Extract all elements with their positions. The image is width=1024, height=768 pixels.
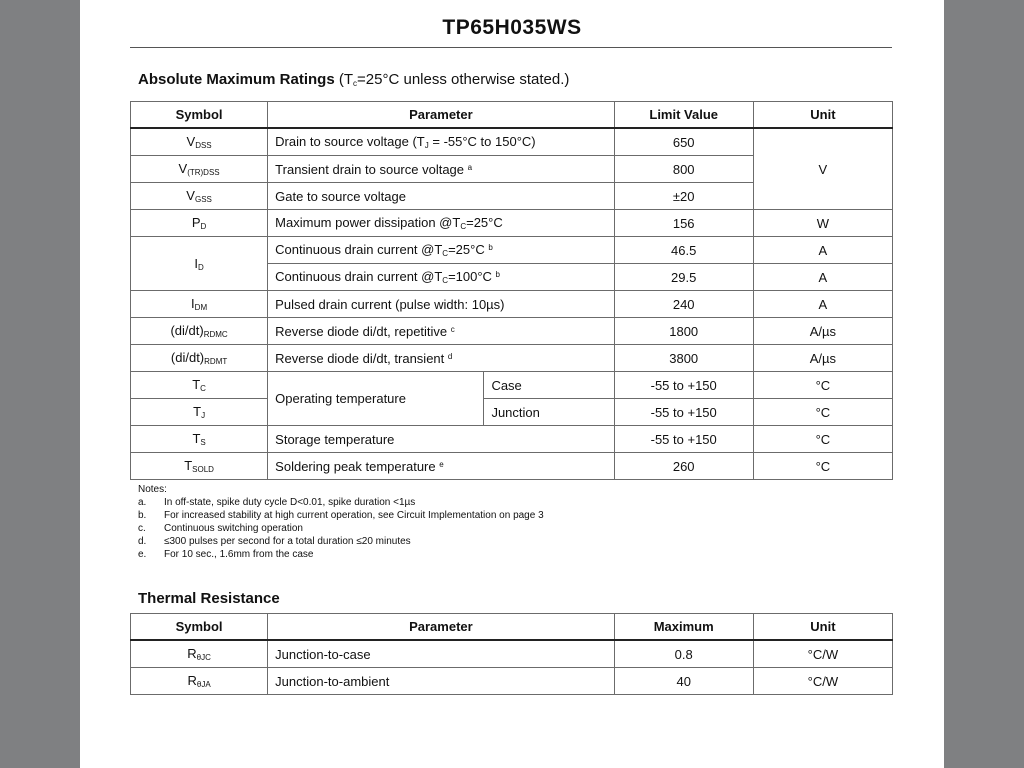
unit-cell: °C: [753, 399, 892, 426]
unit-cell: °C/W: [753, 640, 892, 668]
symbol-cell: $I_{DM}$: [131, 291, 268, 318]
table-row: [131, 128, 893, 156]
value-cell: 240: [614, 291, 753, 318]
unit-cell: A: [753, 291, 892, 318]
note-item: c. Continuous switching operation: [138, 523, 303, 534]
value-cell: 0.8: [614, 640, 753, 668]
table-row: [131, 345, 893, 372]
unit-cell: A/µs: [753, 318, 892, 345]
symbol-cell: $V_{(TR)DSS}$: [131, 156, 268, 183]
document-title: TP65H035WS: [442, 16, 582, 39]
note-item: d. ≤300 pulses per second for a total duration ≤20 minutes: [138, 536, 411, 547]
header-symbol: Symbol: [131, 614, 268, 641]
note-item: a. In off-state, spike duty cycle D<0.01, spike duration <1µs: [138, 497, 416, 508]
symbol-cell: $(di/dt)_{RDMC}$: [131, 318, 268, 345]
table-row: [131, 318, 893, 345]
symbol-cell: $I_D$: [131, 237, 268, 291]
note-item: e. For 10 sec., 1.6mm from the case: [138, 549, 314, 560]
parameter-cell: Continuous drain current $@T_C=25^\circ C$ $^b$: [268, 237, 614, 264]
value-cell: 46.5: [614, 237, 753, 264]
value-cell: 156: [614, 210, 753, 237]
header-maximum: Maximum: [614, 614, 753, 641]
unit-cell: °C/W: [753, 668, 892, 695]
table-header-row: [131, 614, 893, 641]
abs-max-heading: [138, 71, 569, 88]
parameter-cell: Reverse diode di/dt, repetitive $^c$: [268, 318, 614, 345]
table-row: [131, 426, 893, 453]
datasheet-page: [80, 0, 944, 768]
parameter-cell: Storage temperature: [268, 426, 614, 453]
unit-cell: V: [753, 128, 892, 210]
symbol-cell: $(di/dt)_{RDMT}$: [131, 345, 268, 372]
value-cell: 800: [614, 156, 753, 183]
symbol-cell: $T_{SOLD}$: [131, 453, 268, 480]
value-cell: 650: [614, 128, 753, 156]
abs-max-heading-text: Absolute Maximum Ratings: [138, 71, 335, 88]
unit-cell: A: [753, 264, 892, 291]
table-row: [131, 237, 893, 264]
parameter-cell: Gate to source voltage: [268, 183, 614, 210]
sub-parameter-cell: Case: [484, 372, 614, 399]
unit-cell: A: [753, 237, 892, 264]
symbol-cell: $T_C$: [131, 372, 268, 399]
thermal-heading: Thermal Resistance: [138, 590, 280, 607]
table-row: [131, 640, 893, 668]
table-row: [131, 399, 893, 426]
parameter-cell: Soldering peak temperature $^e$: [268, 453, 614, 480]
parameter-cell: Transient drain to source voltage $^a$: [268, 156, 614, 183]
parameter-cell: Reverse diode di/dt, transient $^d$: [268, 345, 614, 372]
parameter-cell: Operating temperature: [268, 372, 484, 426]
header-parameter: Parameter: [268, 102, 614, 129]
parameter-cell: Continuous drain current $@T_C=100^\circ C$ $^b$: [268, 264, 614, 291]
symbol-cell: $V_{DSS}$: [131, 128, 268, 156]
unit-cell: W: [753, 210, 892, 237]
abs-max-condition: ($T_c=25^\circ C$ unless otherwise stated.): [338, 71, 570, 88]
value-cell: 29.5: [614, 264, 753, 291]
notes-block: [138, 483, 544, 561]
parameter-cell: Drain to source voltage ($T_J = -55^\circ C$ to 150°C): [268, 128, 614, 156]
unit-cell: °C: [753, 372, 892, 399]
header-symbol: Symbol: [131, 102, 268, 129]
unit-cell: A/µs: [753, 345, 892, 372]
sub-parameter-cell: Junction: [484, 399, 614, 426]
header-parameter: Parameter: [268, 614, 614, 641]
value-cell: -55 to +150: [614, 372, 753, 399]
value-cell: 40: [614, 668, 753, 695]
value-cell: 1800: [614, 318, 753, 345]
note-item: b. For increased stability at high current operation, see Circuit Implementation on page 3: [138, 510, 544, 521]
unit-cell: °C: [753, 453, 892, 480]
value-cell: 3800: [614, 345, 753, 372]
parameter-cell: Junction-to-ambient: [268, 668, 614, 695]
header-unit: Unit: [753, 102, 892, 129]
symbol-cell: $P_D$: [131, 210, 268, 237]
value-cell: -55 to +150: [614, 426, 753, 453]
parameter-cell: Junction-to-case: [268, 640, 614, 668]
unit-cell: °C: [753, 426, 892, 453]
table-row: [131, 668, 893, 695]
table-row: [131, 210, 893, 237]
thermal-table: [130, 613, 893, 695]
symbol-cell: $T_S$: [131, 426, 268, 453]
symbol-cell: $R_{\theta JC}$: [131, 640, 268, 668]
symbol-cell: $T_J$: [131, 399, 268, 426]
table-row: [131, 372, 893, 399]
parameter-cell: Pulsed drain current (pulse width: 10µs): [268, 291, 614, 318]
title-divider: [130, 47, 892, 48]
table-header-row: [131, 102, 893, 129]
value-cell: -55 to +150: [614, 399, 753, 426]
symbol-cell: $R_{\theta JA}$: [131, 668, 268, 695]
notes-title: Notes:: [138, 484, 167, 495]
header-limit-value: Limit Value: [614, 102, 753, 129]
abs-max-table: [130, 101, 893, 480]
value-cell: ±20: [614, 183, 753, 210]
table-row: [131, 453, 893, 480]
value-cell: 260: [614, 453, 753, 480]
parameter-cell: Maximum power dissipation $@T_C=25^\circ C$: [268, 210, 614, 237]
symbol-cell: $V_{GSS}$: [131, 183, 268, 210]
header-unit: Unit: [753, 614, 892, 641]
table-row: [131, 291, 893, 318]
